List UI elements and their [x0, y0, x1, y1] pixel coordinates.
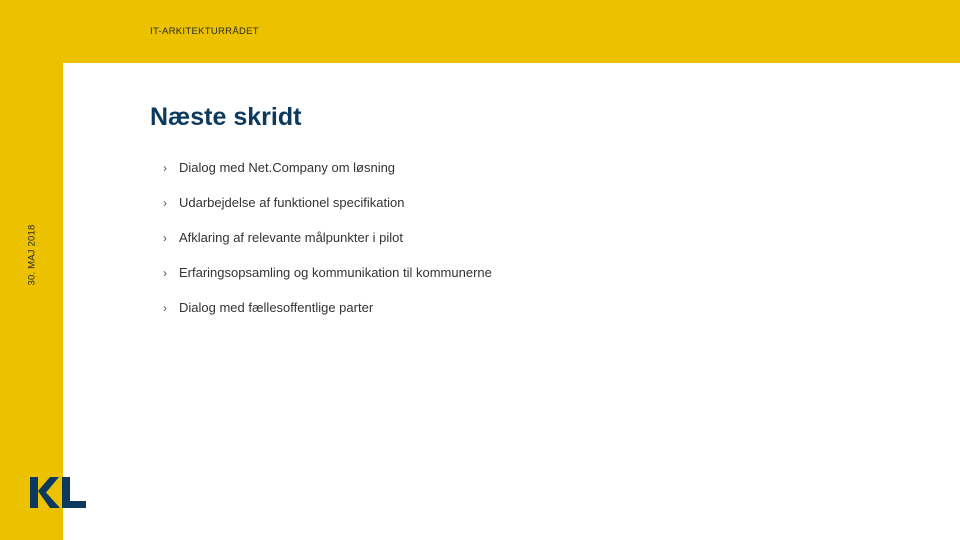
header-label: IT-ARKITEKTURRÅDET [150, 26, 259, 37]
bullet-item [163, 150, 492, 185]
bullet-text: Dialog med fællesoffentlige parter [179, 300, 374, 315]
bullet-list [163, 150, 492, 325]
bullet-text: Dialog med Net.Company om løsning [179, 160, 396, 175]
kl-logo [29, 474, 87, 510]
bullet-item [163, 290, 492, 325]
bullet-text: Afklaring af relevante målpunkter i pilot [179, 230, 404, 245]
slide-title: Næste skridt [150, 103, 302, 131]
chevron-right-icon: › [163, 230, 167, 245]
bullet-text: Udarbejdelse af funktionel specifikation [179, 195, 405, 210]
chevron-right-icon: › [163, 195, 167, 210]
date-label: 30. MAJ 2018 [26, 224, 38, 286]
top-frame-bar [0, 0, 960, 63]
bullet-item [163, 185, 492, 220]
chevron-right-icon: › [163, 300, 167, 315]
bullet-text: Erfaringsopsamling og kommunikation til kommunerne [179, 265, 492, 280]
chevron-right-icon: › [163, 265, 167, 280]
bullet-item [163, 255, 492, 290]
bullet-item [163, 220, 492, 255]
chevron-right-icon: › [163, 160, 167, 175]
